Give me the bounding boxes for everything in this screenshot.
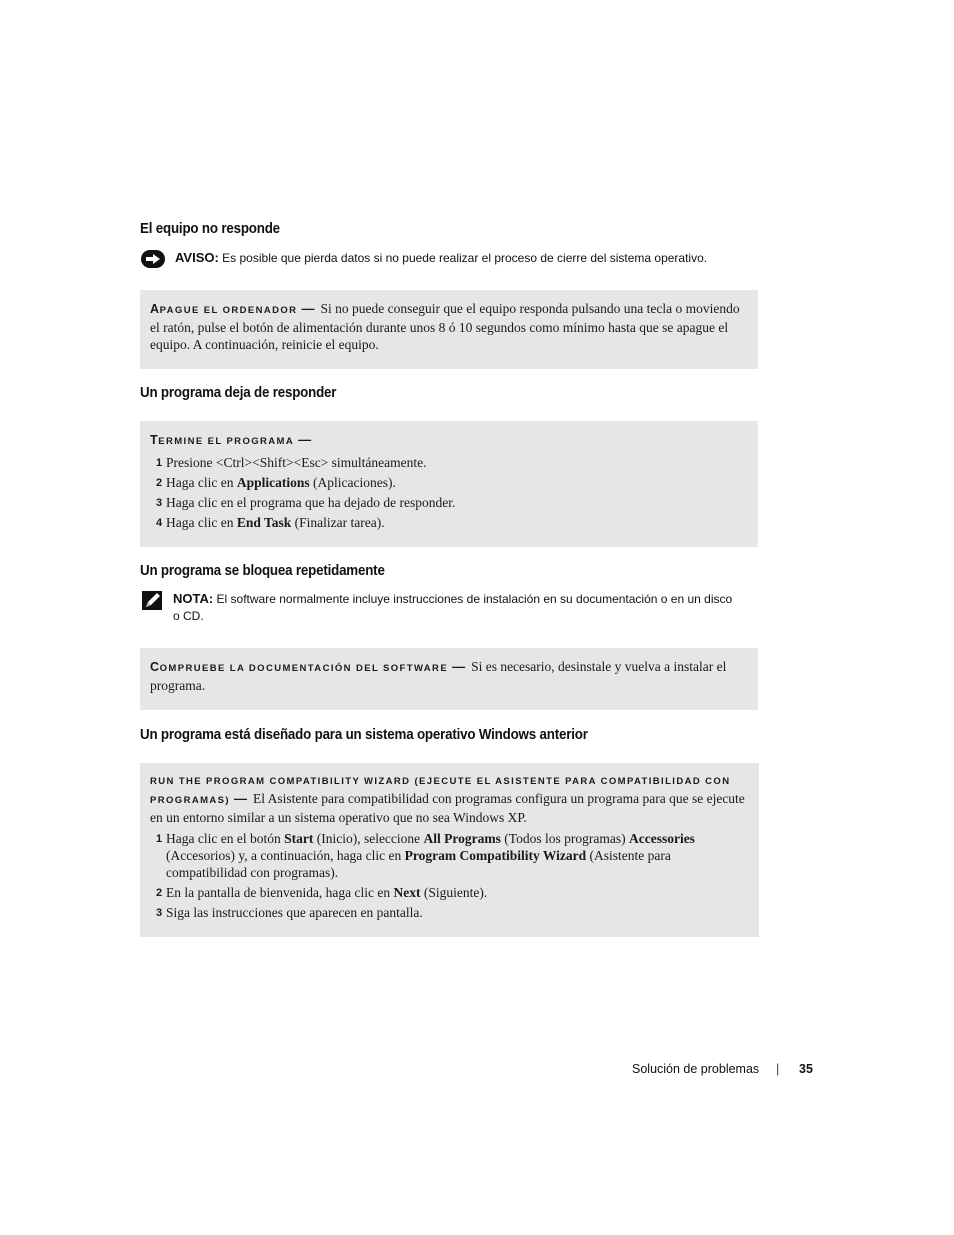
aviso-text: Es posible que pierda datos si no puede realizar el proceso de cierre del sistema operativo.	[218, 251, 708, 265]
section-heading-windows-anterior: Un programa está diseñado para un sistema operativo Windows anterior	[140, 727, 588, 743]
step-item: 1 Haga clic en el botón Start (Inicio), seleccione All Programs (Todos los programas) Accessories (Accesorios) y, a continuación, haga clic en Program Compatibility Wizard (Asistente para compatibilidad con programas).	[156, 831, 695, 880]
box-compatibility-wizard: RUN THE PROGRAM COMPATIBILITY WIZARD (EJECUTE EL ASISTENTE PARA COMPATIBILIDAD CON PROGRAMAS) — El Asistente para compatibilidad con programas configura un programa para que se ejecute en un entorno similar a un sistema operativo que no sea Windows XP. 1 Haga clic en el botón Start (Inicio), seleccione All Programs (Todos los programas) Accessories (Accesorios) y, a continuación, haga clic en Program Compatibility Wizard (Asistente para compatibilidad con programas). 2 En la pantalla de bienvenida, haga clic en Next (Siguiente). 3 Siga las instrucciones que aparecen en pantalla.	[140, 763, 759, 937]
step-item: 3 Haga clic en el programa que ha dejado de responder.	[156, 495, 456, 510]
footer-section-title: Solución de problemas	[632, 1062, 760, 1076]
footer-separator: |	[776, 1062, 780, 1076]
box-body: El Asistente para compatibilidad con programas configura un programa para que se ejecute en un entorno similar a un sistema operativo que no sea Windows XP.	[150, 791, 745, 825]
nota-text: El software normalmente incluye instrucciones de instalación en su documentación o en un disco o CD.	[173, 592, 733, 623]
box-body: Si es necesario, desinstale y vuelva a instalar el programa.	[150, 659, 727, 693]
notice-arrow-icon	[140, 249, 166, 269]
steps-list	[150, 830, 749, 921]
step-item: 3 Siga las instrucciones que aparecen en pantalla.	[156, 905, 423, 920]
pencil-note-icon	[140, 590, 166, 610]
step-item: 2 En la pantalla de bienvenida, haga clic en Next (Siguiente).	[156, 885, 488, 900]
aviso-label: AVISO:	[175, 250, 219, 265]
box-title: COMPRUEBE LA DOCUMENTACIÓN DEL SOFTWARE	[150, 660, 449, 674]
box-title-line2: PROGRAMAS)	[150, 795, 230, 806]
nota-label: NOTA:	[173, 591, 214, 606]
box-title: TERMINE EL PROGRAMA	[150, 433, 295, 447]
box-title: APAGUE EL ORDENADOR	[150, 302, 298, 316]
step-item: 2 Haga clic en Applications (Aplicaciones).	[156, 475, 396, 490]
section-heading-equipo-no-responde: El equipo no responde	[140, 221, 280, 237]
nota-notice	[140, 590, 740, 625]
box-apague-ordenador: APAGUE EL ORDENADOR — Si no puede conseguir que el equipo responda pulsando una tecla o moviendo el ratón, pulse el botón de alimentación durante unos 8 ó 10 segundos como mínimo hasta que se apague el equipo. A continuación, reinicie el equipo.	[140, 290, 758, 369]
section-heading-programa-deja-responder: Un programa deja de responder	[140, 385, 337, 401]
page-number: 35	[799, 1062, 813, 1076]
section-heading-programa-se-bloquea: Un programa se bloquea repetidamente	[140, 563, 385, 579]
step-item: 4 Haga clic en End Task (Finalizar tarea).	[156, 515, 385, 530]
step-item: 1 Presione <Ctrl><Shift><Esc> simultáneamente.	[156, 455, 427, 470]
box-compruebe-documentacion: COMPRUEBE LA DOCUMENTACIÓN DEL SOFTWARE — Si es necesario, desinstale y vuelva a instalar el programa.	[140, 648, 758, 710]
steps-list	[150, 454, 748, 531]
aviso-notice	[140, 249, 740, 267]
box-title-line1: RUN THE PROGRAM COMPATIBILITY WIZARD (EJECUTE EL ASISTENTE PARA COMPATIBILIDAD CON	[150, 776, 731, 787]
box-body: Si no puede conseguir que el equipo responda pulsando una tecla o moviendo el ratón, pulse el botón de alimentación durante unos 8 ó 10 segundos como mínimo hasta que se apague el equipo. A continuación, reinicie el equipo.	[150, 301, 740, 352]
box-termine-programa: TERMINE EL PROGRAMA — 1 Presione <Ctrl><Shift><Esc> simultáneamente. 2 Haga clic en Applications (Aplicaciones). 3 Haga clic en el programa que ha dejado de responder. 4 Haga clic en End Task (Finalizar tarea).	[140, 421, 758, 547]
